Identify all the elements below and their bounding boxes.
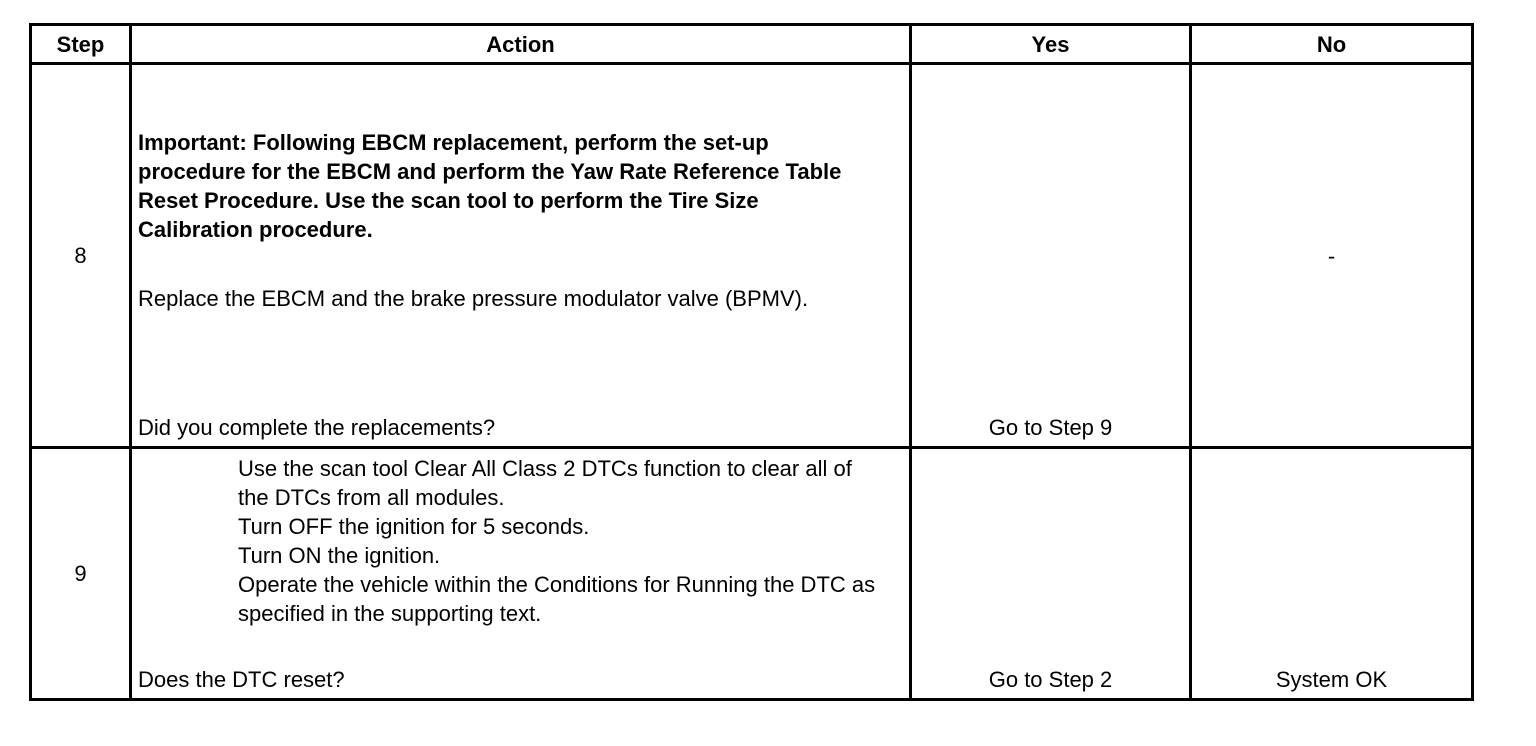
no-cell — [1191, 64, 1473, 448]
yes-result: Go to Step 9 — [988, 415, 1113, 440]
yes-cell — [911, 64, 1191, 448]
action-step-item: Turn ON the ignition. — [238, 543, 441, 568]
yes-result: Go to Step 2 — [988, 667, 1113, 692]
table-row-step-9 — [31, 448, 1473, 700]
question-text: Does the DTC reset? — [138, 667, 345, 692]
header-step: Step — [31, 25, 131, 64]
important-note: Important: Following EBCM replacement, perform the set-up procedure for the EBCM and perform the Yaw Rate Reference Table Reset Procedure. Use the scan tool to perform the Tire Size Calibration procedure. — [138, 130, 842, 242]
header-row — [31, 25, 1473, 64]
table-row-step-8 — [31, 64, 1473, 448]
no-cell — [1191, 448, 1473, 700]
diagnostic-table — [29, 23, 1474, 701]
yes-cell — [911, 448, 1191, 700]
question-text: Did you complete the replacements? — [138, 415, 496, 440]
header-action: Action — [131, 25, 911, 64]
header-no: No — [1191, 25, 1473, 64]
no-result: System OK — [1275, 667, 1388, 692]
action-cell — [131, 448, 911, 700]
instruction-text: Replace the EBCM and the brake pressure modulator valve (BPMV). — [138, 286, 809, 311]
action-step-item: Use the scan tool Clear All Class 2 DTCs function to clear all of the DTCs from all modules. — [238, 456, 852, 510]
action-cell — [131, 64, 911, 448]
no-result: - — [1327, 243, 1336, 268]
step-number: 9 — [31, 448, 131, 700]
action-steps-list — [238, 454, 888, 628]
step-number: 8 — [31, 64, 131, 448]
header-yes: Yes — [911, 25, 1191, 64]
action-step-item: Turn OFF the ignition for 5 seconds. — [238, 514, 590, 539]
action-step-item: Operate the vehicle within the Conditions for Running the DTC as specified in the supporting text. — [238, 572, 876, 626]
